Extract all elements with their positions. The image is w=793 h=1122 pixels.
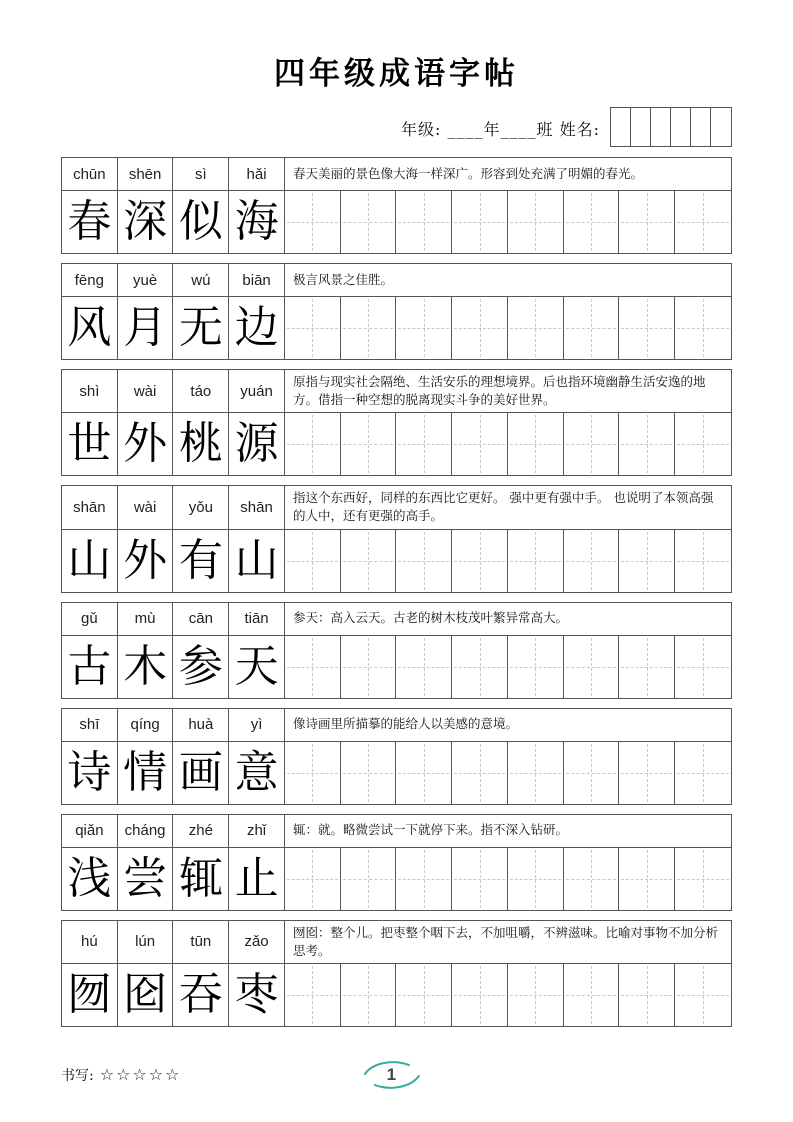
practice-cell [341,636,397,698]
idiom-block-7 [61,814,732,911]
pinyin-cell: yì [229,709,285,741]
star-rating-icons: ☆☆☆☆☆ [99,1065,182,1085]
char-cell [229,964,285,1026]
character-row [62,530,731,592]
char-cell [173,413,229,475]
page-number: 1 [386,1064,397,1084]
definition-text: 原指与现实社会隔绝、生活安乐的理想境界。后也指环境幽静生活安逸的地方。借指一种空想的脱离现实斗争的美好世界。 [292,374,706,408]
practice-cell [564,964,620,1026]
char-cell [62,742,118,804]
pinyin-cell: shì [62,370,118,412]
pinyin-cell: mù [118,603,174,635]
character-row [62,742,731,804]
practice-cell [675,848,731,910]
character-row [62,297,731,359]
char-cell [229,742,285,804]
idiom-char: 参 [178,640,223,692]
char-cell [229,636,285,698]
definition-text: 囫囵：整个儿。把枣整个咽下去，不加咀嚼，不辨滋味。比喻对事物不加分析思考。 [292,924,718,958]
practice-cell [285,636,341,698]
idiom-block-6 [61,708,732,805]
char-cell [118,636,174,698]
practice-cell [508,848,564,910]
pinyin-cell: yuè [118,264,174,296]
name-grid-cell [671,108,691,146]
idiom-char: 木 [123,640,168,692]
practice-cell [341,848,397,910]
idiom-char: 风 [67,302,112,353]
pinyin-cell: wài [118,370,174,412]
char-cell [173,191,229,253]
char-cell [118,191,174,253]
practice-cell [675,742,731,804]
pinyin-cell: qiǎn [62,815,118,847]
practice-cell [396,413,452,475]
grade-name-line: 年级: ____年____班 姓名: [401,120,600,139]
char-cell [229,530,285,592]
pinyin-cell: yǒu [173,486,229,528]
idiom-char: 浅 [67,852,112,904]
pinyin-cell: shēn [118,158,174,190]
char-cell [62,413,118,475]
idiom-char: 世 [67,418,112,470]
practice-cell [341,530,397,592]
pinyin-cell: tūn [173,921,229,963]
idiom-char: 止 [234,852,279,904]
idiom-char: 画 [178,746,223,798]
pinyin-cell: táo [173,370,229,412]
pinyin-row [62,370,731,413]
practice-cell [452,848,508,910]
char-cell [118,742,174,804]
pinyin-cell: hú [62,921,118,963]
pinyin-cell: fēng [62,264,118,296]
char-cell [173,742,229,804]
practice-cell [564,191,620,253]
pinyin-cell: yuán [229,370,285,412]
name-grid-cell [711,108,731,146]
idiom-char: 古 [67,640,112,692]
practice-cell [341,191,397,253]
char-cell [118,413,174,475]
idiom-char: 枣 [234,968,279,1020]
idiom-char: 边 [234,302,279,353]
pinyin-row [62,709,731,742]
pinyin-row [62,921,731,964]
practice-cell [452,636,508,698]
definition-text: 极言风景之佳胜。 [292,271,393,287]
practice-cell [619,848,675,910]
practice-cell [396,191,452,253]
practice-cell [396,636,452,698]
practice-cell [508,297,564,359]
idiom-char: 春 [67,196,112,247]
pinyin-cell: wú [173,264,229,296]
pinyin-cell: tiān [229,603,285,635]
char-cell [118,964,174,1026]
idiom-char: 意 [234,746,279,798]
char-cell [173,636,229,698]
practice-cell [508,191,564,253]
practice-cell [341,297,397,359]
practice-cell [508,413,564,475]
idiom-char: 尝 [123,852,168,904]
char-cell [173,530,229,592]
practice-cell [341,413,397,475]
name-grid-cell [611,108,631,146]
practice-cell [285,848,341,910]
pinyin-cell: sì [173,158,229,190]
practice-cell [564,413,620,475]
idiom-char: 月 [123,302,168,353]
practice-cell [564,742,620,804]
idiom-block-1 [61,157,732,254]
idiom-char: 囵 [123,968,168,1020]
practice-cell [452,297,508,359]
char-cell [229,413,285,475]
pinyin-cell: hǎi [229,158,285,190]
practice-cell [675,530,731,592]
idiom-block-4 [61,485,732,592]
page-title: 四年级成语字帖 [274,56,519,92]
pinyin-cell: shān [229,486,285,528]
pinyin-cell: chūn [62,158,118,190]
pinyin-row [62,264,731,297]
practice-cell [285,742,341,804]
pinyin-row [62,603,731,636]
definition-text: 像诗画里所描摹的能给人以美感的意境。 [292,716,518,732]
pinyin-cell: huà [173,709,229,741]
char-cell [173,297,229,359]
pinyin-row [62,815,731,848]
practice-cell [508,636,564,698]
practice-cell [675,964,731,1026]
char-cell [62,964,118,1026]
practice-cell [452,530,508,592]
character-row [62,413,731,475]
practice-cell [508,964,564,1026]
char-cell [62,848,118,910]
pinyin-cell: lún [118,921,174,963]
practice-cell [452,191,508,253]
practice-cell [675,191,731,253]
character-row [62,636,731,698]
char-cell [118,530,174,592]
definition-text: 辄：就。略微尝试一下就停下来。指不深入钻研。 [292,822,568,838]
idiom-char: 天 [234,640,279,692]
char-cell [229,297,285,359]
pinyin-row [62,486,731,529]
practice-cell [396,742,452,804]
practice-cell [285,191,341,253]
practice-cell [564,636,620,698]
practice-cell [508,742,564,804]
pinyin-cell: biān [229,264,285,296]
practice-cell [452,964,508,1026]
practice-cell [285,297,341,359]
practice-cell [675,297,731,359]
char-cell [62,297,118,359]
char-cell [62,530,118,592]
name-grid [610,107,732,147]
pinyin-cell: qíng [118,709,174,741]
char-cell [118,297,174,359]
practice-cell [619,191,675,253]
practice-cell [396,530,452,592]
character-row [62,191,731,253]
practice-cell [619,636,675,698]
idiom-char: 海 [234,196,279,247]
char-cell [229,191,285,253]
idiom-char: 桃 [178,418,223,470]
name-grid-cell [631,108,651,146]
pinyin-cell: shī [62,709,118,741]
char-cell [229,848,285,910]
practice-cell [396,848,452,910]
idiom-block-8 [61,920,732,1027]
header-row [61,105,732,147]
idiom-char: 无 [178,302,223,353]
pinyin-cell: gǔ [62,603,118,635]
character-row [62,964,731,1026]
char-cell [173,848,229,910]
char-cell [62,636,118,698]
practice-cell [619,742,675,804]
practice-cell [564,530,620,592]
idiom-char: 山 [234,534,279,586]
idiom-char: 情 [123,746,168,798]
pinyin-cell: zhǐ [229,815,285,847]
pinyin-cell: zhé [173,815,229,847]
practice-cell [619,413,675,475]
pinyin-cell: cháng [118,815,174,847]
idiom-char: 吞 [178,968,223,1020]
practice-cell [452,413,508,475]
practice-cell [341,964,397,1026]
idiom-char: 外 [123,534,168,586]
character-row [62,848,731,910]
practice-cell [285,413,341,475]
practice-cell [341,742,397,804]
idiom-char: 似 [178,196,223,247]
rating-label: 书写: [61,1067,94,1084]
char-cell [173,964,229,1026]
practice-cell [285,964,341,1026]
pinyin-cell: cān [173,603,229,635]
name-grid-cell [651,108,671,146]
name-grid-cell [691,108,711,146]
idiom-block-2 [61,263,732,360]
pinyin-row [62,158,731,191]
pinyin-cell: zǎo [229,921,285,963]
char-cell [62,191,118,253]
practice-cell [619,964,675,1026]
practice-cell [564,297,620,359]
idiom-char: 外 [123,418,168,470]
pinyin-cell: wài [118,486,174,528]
pinyin-cell: shān [62,486,118,528]
footer-row [61,1055,732,1095]
practice-cell [619,530,675,592]
idiom-char: 深 [123,196,168,247]
idiom-char: 源 [234,418,279,470]
idiom-blocks [61,157,732,1027]
idiom-char: 囫 [67,968,112,1020]
page-number-decoration [359,1057,423,1093]
practice-cell [396,964,452,1026]
definition-text: 指这个东西好，同样的东西比它更好。 强中更有强中手。 也说明了本领高强的人中，还有更强的高手。 [292,490,714,524]
idiom-char: 辄 [178,852,223,904]
definition-text: 春天美丽的景色像大海一样深广。形容到处充满了明媚的春光。 [292,165,643,181]
practice-cell [675,636,731,698]
idiom-block-3 [61,369,732,476]
writing-rating [61,1065,181,1085]
definition-text: 参天：高入云天。古老的树木枝茂叶繁异常高大。 [292,610,568,626]
practice-cell [285,530,341,592]
practice-cell [452,742,508,804]
idiom-char: 山 [67,534,112,586]
idiom-block-5 [61,602,732,699]
idiom-char: 诗 [67,746,112,798]
idiom-char: 有 [178,534,223,586]
practice-cell [619,297,675,359]
practice-cell [564,848,620,910]
practice-cell [396,297,452,359]
practice-cell [675,413,731,475]
char-cell [118,848,174,910]
practice-cell [508,530,564,592]
